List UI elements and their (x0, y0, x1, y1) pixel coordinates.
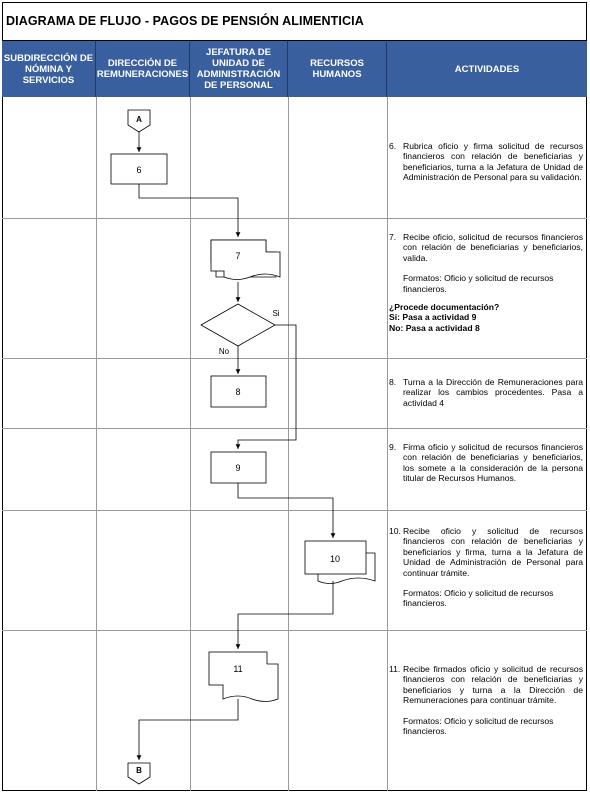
arrow (238, 483, 333, 538)
activity-6 (389, 141, 583, 183)
formatos-label: Formatos: (403, 715, 442, 726)
activity-10 (389, 526, 583, 609)
activity-number: 9. (389, 442, 397, 452)
activity-7 (389, 232, 583, 333)
arrow (139, 184, 238, 237)
arrow (139, 699, 238, 760)
decision-question: ¿Procede documentación? (389, 302, 500, 313)
activity-11 (389, 664, 583, 736)
activity-text: Rubrica oficio y firma solicitud de recursos financieros con relación de beneficiarias y beneficiarios, turna a la Jefatura de Unidad de Administración de Personal para su validación. (403, 141, 583, 183)
connector-b-label: B (136, 766, 142, 775)
column-header-subdireccion: SUBDIRECCIÓN DE NÓMINA Y SERVICIOS (2, 41, 96, 97)
node-label-10: 10 (329, 554, 341, 564)
formatos-text: Oficio y solicitud de recursos financieros. (403, 588, 554, 609)
formatos-label: Formatos: (403, 273, 442, 284)
node-label-8: 8 (235, 387, 241, 397)
activity-text: Recibe firmados oficio y solicitud de recursos financieros con relación de beneficiarias y beneficiarios y turna a la Dirección de Remuneraciones para continuar trámite. (403, 664, 583, 706)
node-label-11: 11 (233, 664, 243, 674)
page-title: DIAGRAMA DE FLUJO - PAGOS DE PENSIÓN ALIMENTICIA (6, 14, 364, 28)
column-header-jefatura: JEFATURA DE UNIDAD DE ADMINISTRACIÓN DE PERSONAL (190, 41, 288, 97)
decision-no-label: No (218, 347, 230, 356)
activity-text: Recibe oficio, solicitud de recursos financieros con relación de beneficiarias y beneficiarios, valida. (403, 232, 583, 263)
formatos-text: Oficio y solicitud de recursos financieros. (403, 273, 554, 294)
arrow (238, 581, 333, 649)
activity-9 (389, 442, 583, 484)
decision-diamond (201, 304, 275, 346)
column-header-recursos-humanos: RECURSOS HUMANOS (288, 41, 387, 97)
node-label-7: 7 (235, 251, 241, 261)
activity-number: 10. (389, 526, 401, 536)
decision-no-text: No: Pasa a actividad 8 (389, 322, 480, 333)
activity-number: 8. (389, 377, 397, 387)
activity-number: 11. (389, 664, 401, 674)
column-header-actividades: ACTIVIDADES (387, 41, 587, 97)
decision-yes-text: Si: Pasa a actividad 9 (389, 312, 477, 323)
activity-8 (389, 377, 583, 408)
node-label-6: 6 (136, 165, 142, 175)
formatos-label: Formatos: (403, 588, 442, 599)
node-label-9: 9 (235, 463, 241, 473)
connector-a-label: A (136, 115, 142, 124)
activity-number: 6. (389, 141, 397, 151)
activity-text: Firma oficio y solicitud de recursos financieros con relación de beneficiarias y beneficiarios, los somete a la consideración de la persona titular de Recursos Humanos. (403, 442, 583, 484)
formatos-text: Oficio y solicitud de recursos financieros. (403, 715, 554, 737)
activity-number: 7. (389, 232, 397, 242)
activity-text: Turna a la Dirección de Remuneraciones para realizar los cambios procedentes. Pasa a actividad 4 (403, 377, 583, 408)
column-header-direccion: DIRECCIÓN DE REMUNERACIONES (96, 41, 190, 97)
activity-text: Recibe oficio y solicitud de recursos financieros con relación de beneficiarias y beneficiarios y firma, turna a la Jefatura de Unidad de Administración de Personal para continuar trámite. (403, 526, 583, 578)
decision-yes-label: Si (272, 309, 280, 318)
